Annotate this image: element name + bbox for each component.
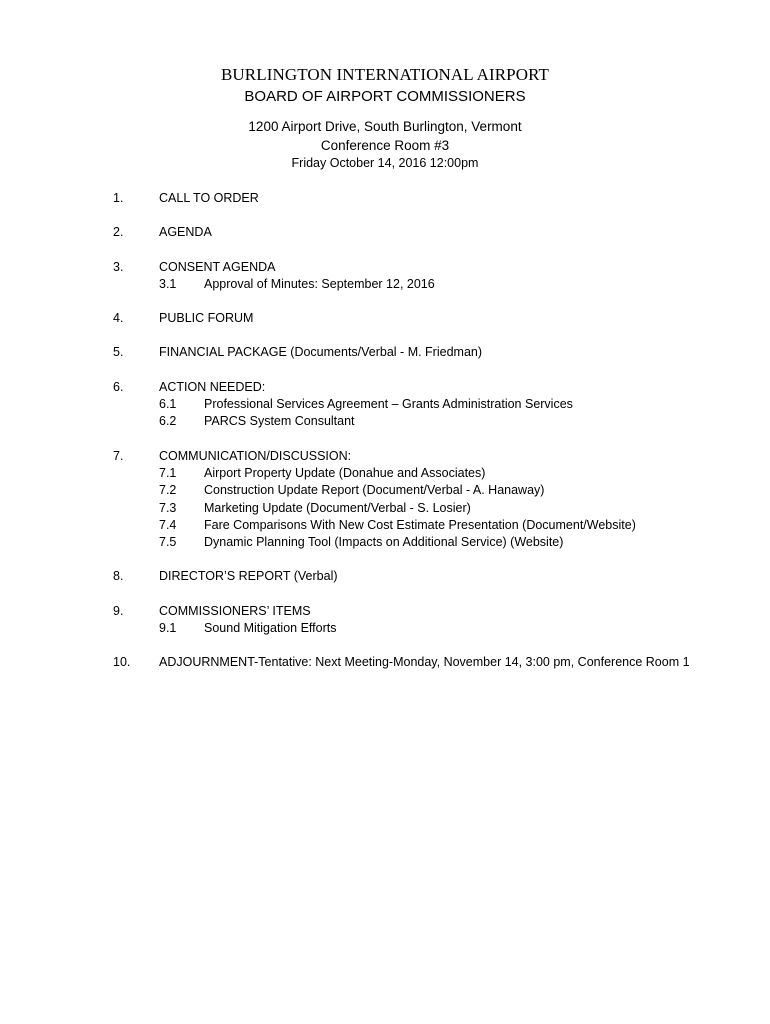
meeting-room: Conference Room #3 xyxy=(320,138,450,153)
agenda-subitem xyxy=(0,396,770,413)
agenda-subitem-label: Approval of Minutes: September 12, 2016 xyxy=(204,276,435,291)
agenda-item xyxy=(0,654,770,671)
agenda-subitem-label: Construction Update Report (Document/Verbal - A. Hanaway) xyxy=(204,483,545,498)
agenda-item-label: ACTION NEEDED: xyxy=(159,379,266,394)
agenda-item xyxy=(0,310,770,327)
agenda-subitem-number: 7.4 xyxy=(159,517,177,532)
agenda-item-label: COMMISSIONERS’ ITEMS xyxy=(159,603,311,618)
agenda-item-label: CALL TO ORDER xyxy=(159,191,259,205)
agenda-list xyxy=(0,190,770,689)
agenda-subitem xyxy=(0,413,770,430)
agenda-subitem-label: Sound Mitigation Efforts xyxy=(204,621,337,636)
agenda-item xyxy=(0,224,770,241)
agenda-subitem-label: Marketing Update (Document/Verbal - S. Losier) xyxy=(204,500,471,515)
agenda-item xyxy=(0,344,770,361)
agenda-subitem-number: 7.5 xyxy=(159,535,177,550)
agenda-item xyxy=(0,259,770,294)
document-header xyxy=(0,64,770,172)
meeting-datetime: Friday October 14, 2016 12:00pm xyxy=(291,156,479,170)
agenda-item-line xyxy=(0,654,770,671)
agenda-subitem-label: Fare Comparisons With New Cost Estimate Presentation (Document/Website) xyxy=(204,517,636,532)
agenda-subitem xyxy=(0,276,770,293)
agenda-item-number: 8. xyxy=(113,569,124,584)
agenda-item-number: 7. xyxy=(113,448,124,463)
agenda-subitem-number: 7.1 xyxy=(159,465,177,480)
agenda-item-line xyxy=(0,379,770,396)
agenda-item xyxy=(0,448,770,552)
agenda-item xyxy=(0,603,770,638)
agenda-item xyxy=(0,379,770,431)
agenda-subitem xyxy=(0,620,770,637)
agenda-subitem xyxy=(0,534,770,551)
agenda-item-number: 6. xyxy=(113,379,124,394)
agenda-item-label: PUBLIC FORUM xyxy=(159,311,254,326)
agenda-subitem-number: 7.2 xyxy=(159,483,177,498)
board-title: BOARD OF AIRPORT COMMISSIONERS xyxy=(244,88,526,105)
agenda-item-label: ADJOURNMENT-Tentative: Next Meeting-Monday, November 14, 3:00 pm, Conference Room 1 xyxy=(159,655,690,670)
agenda-subitem xyxy=(0,517,770,534)
agenda-item-line xyxy=(0,448,770,465)
agenda-subitem-label: Professional Services Agreement – Grants Administration Services xyxy=(204,397,573,412)
agenda-item-number: 2. xyxy=(113,225,124,240)
agenda-item-label: CONSENT AGENDA xyxy=(159,259,276,274)
agenda-item-number: 4. xyxy=(113,311,124,326)
agenda-item-number: 5. xyxy=(113,345,124,360)
agenda-item-label: AGENDA xyxy=(159,225,212,240)
agenda-item xyxy=(0,190,770,207)
agenda-subitem xyxy=(0,482,770,499)
agenda-item-label: COMMUNICATION/DISCUSSION: xyxy=(159,448,352,463)
agenda-item-line xyxy=(0,310,770,327)
agenda-subitem xyxy=(0,465,770,482)
agenda-item-label: DIRECTOR’S REPORT (Verbal) xyxy=(159,569,338,584)
agenda-item xyxy=(0,568,770,585)
airport-title: BURLINGTON INTERNATIONAL AIRPORT xyxy=(220,65,549,84)
agenda-item-number: 1. xyxy=(113,191,124,205)
agenda-subitem-number: 7.3 xyxy=(159,500,177,515)
agenda-subitem-number: 3.1 xyxy=(159,276,177,291)
agenda-item-line xyxy=(0,603,770,620)
meeting-address: 1200 Airport Drive, South Burlington, Vermont xyxy=(248,119,522,134)
agenda-item-number: 10. xyxy=(113,655,131,670)
agenda-subitem-number: 6.1 xyxy=(159,397,177,412)
agenda-item-line xyxy=(0,568,770,585)
agenda-item-line xyxy=(0,190,770,207)
agenda-subitem-label: Dynamic Planning Tool (Impacts on Additional Service) (Website) xyxy=(204,535,564,550)
agenda-item-line xyxy=(0,344,770,361)
agenda-item-label: FINANCIAL PACKAGE (Documents/Verbal - M. Friedman) xyxy=(159,345,483,360)
agenda-item-number: 3. xyxy=(113,259,124,274)
agenda-subitem-label: Airport Property Update (Donahue and Associates) xyxy=(204,465,486,480)
agenda-item-line xyxy=(0,224,770,241)
agenda-subitem-label: PARCS System Consultant xyxy=(204,414,355,429)
agenda-subitem xyxy=(0,500,770,517)
agenda-subitem-number: 6.2 xyxy=(159,414,177,429)
agenda-item-number: 9. xyxy=(113,603,124,618)
agenda-subitem-number: 9.1 xyxy=(159,621,177,636)
agenda-item-line xyxy=(0,259,770,276)
